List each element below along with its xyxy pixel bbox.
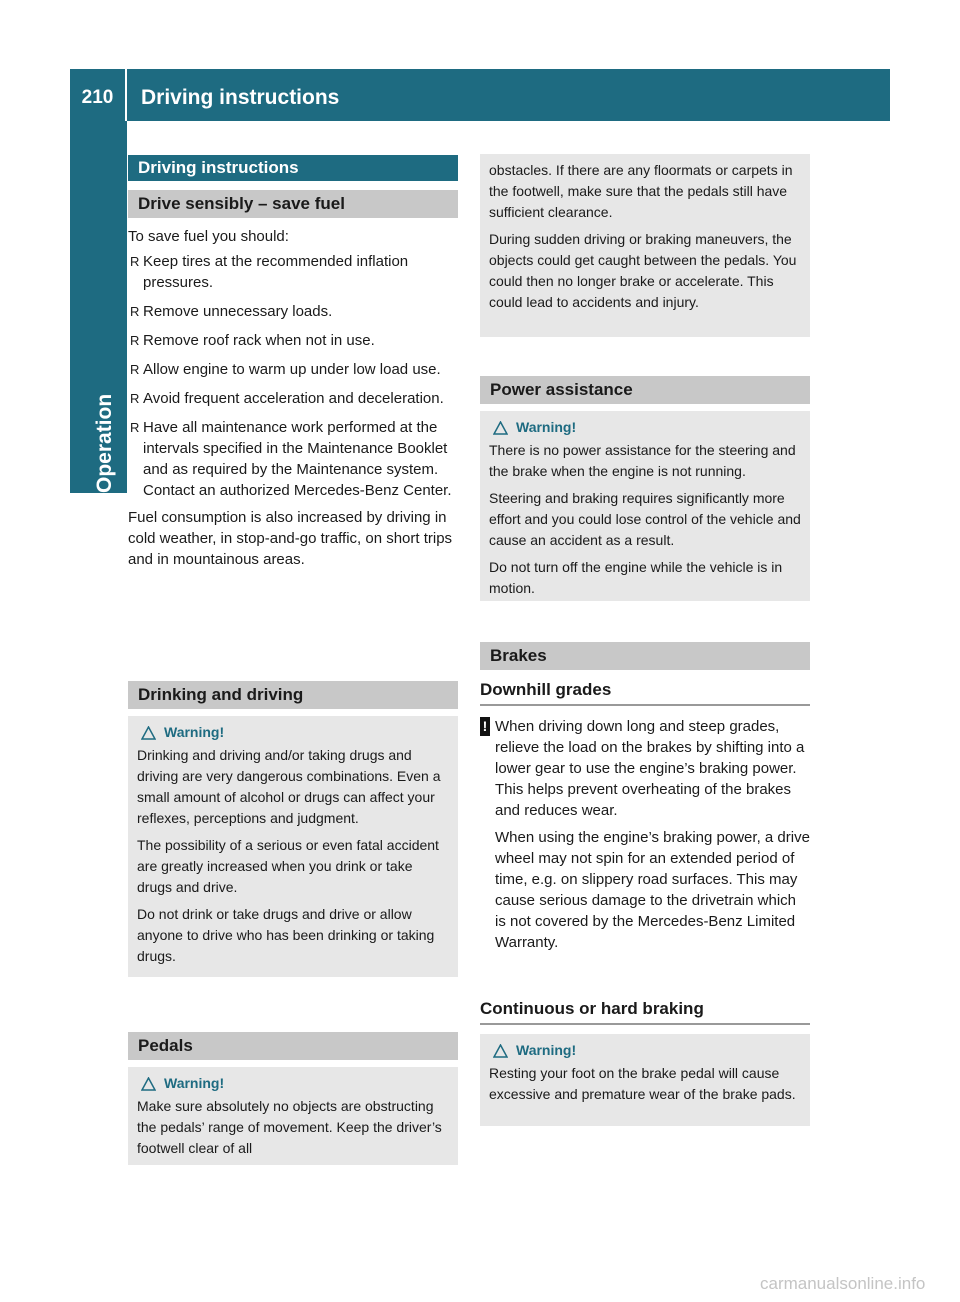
warning-box-braking: [480, 1034, 810, 1126]
warning-paragraph: There is no power assistance for the steering and the brake when the engine is not running.: [489, 442, 796, 479]
warning-label: Warning!: [164, 724, 225, 740]
exclamation-icon: !: [480, 717, 490, 736]
warning-paragraph: Do not turn off the engine while the vehicle is in motion.: [489, 559, 783, 596]
list-item: R Have all maintenance work performed at the intervals specified in the Maintenance Booklet and as required by the Maintenance system. Contact an authorized Mercedes-Benz Center.: [128, 417, 458, 501]
warning-box-power: [480, 411, 810, 601]
warning-header: [141, 1073, 450, 1094]
warning-paragraph: obstacles. If there are any floormats or carpets in the footwell, make sure that the pedals still have sufficient clearance.: [489, 162, 793, 220]
side-tab-label: Operation: [92, 393, 116, 493]
list-item: R Keep tires at the recommended inflation pressures.: [128, 251, 458, 293]
subheading-continuous-braking: Continuous or hard braking: [480, 998, 810, 1025]
warning-paragraph: Drinking and driving and/or taking drugs and driving are very dangerous combinations. Even a small amount of alcohol or drugs can affect your reflexes, perceptions and judgment.: [137, 747, 441, 826]
subheading-downhill-grades: Downhill grades: [480, 679, 810, 706]
warning-box-pedals-continued: [480, 154, 810, 337]
heading-drive-sensibly: Drive sensibly – save fuel: [128, 190, 458, 218]
warning-paragraph: Do not drink or take drugs and drive or allow anyone to drive who has been drinking or taking drugs.: [137, 906, 435, 964]
warning-label: Warning!: [516, 419, 577, 435]
side-tab: [70, 121, 127, 493]
warning-triangle-icon: [141, 726, 156, 740]
page-number: 210: [70, 69, 127, 121]
warning-box-pedals: [128, 1067, 458, 1165]
warning-triangle-icon: [493, 421, 508, 435]
warning-paragraph: The possibility of a serious or even fatal accident are greatly increased when you drink or take drugs and drive.: [137, 837, 439, 895]
warning-paragraph: Make sure absolutely no objects are obstructing the pedals’ range of movement. Keep the driver’s footwell clear of all: [137, 1098, 442, 1156]
note-paragraph: When using the engine’s braking power, a drive wheel may not spin for an extended period of time, e.g. on slippery road surfaces. This may cause serious damage to the drivetrain which is not covered by the Mercedes-Benz Limited Warranty.: [495, 829, 810, 951]
list-item: R Allow engine to warm up under low load use.: [128, 359, 458, 380]
note-paragraph: When driving down long and steep grades, relieve the load on the brakes by shifting into a lower gear to use the engine’s braking power. This helps prevent overheating of the brakes and reduces wear.: [495, 718, 805, 819]
header-title: Driving instructions: [141, 86, 340, 109]
warning-header: [493, 417, 802, 438]
list-item: R Remove unnecessary loads.: [128, 301, 458, 322]
warning-box-drinking: [128, 716, 458, 977]
warning-header: [141, 722, 450, 743]
warning-paragraph: During sudden driving or braking maneuvers, the objects could get caught between the pedals. You could then no longer brake or accelerate. This could lead to accidents and injury.: [489, 231, 797, 310]
heading-brakes: Brakes: [480, 642, 810, 670]
warning-label: Warning!: [516, 1042, 577, 1058]
warning-paragraph: Steering and braking requires significantly more effort and you could lose control of the vehicle and cause an accident as a result.: [489, 490, 801, 548]
warning-paragraph: Resting your foot on the brake pedal will cause excessive and premature wear of the brake pads.: [489, 1065, 796, 1102]
warning-triangle-icon: [493, 1044, 508, 1058]
fuel-outro: Fuel consumption is also increased by driving in cold weather, in stop-and-go traffic, on short trips and in mountainous areas.: [128, 509, 453, 568]
heading-pedals: Pedals: [128, 1032, 458, 1060]
warning-triangle-icon: [141, 1077, 156, 1091]
warning-label: Warning!: [164, 1075, 225, 1091]
fuel-tips: [128, 226, 458, 570]
page-header: [70, 69, 890, 121]
list-item: R Remove roof rack when not in use.: [128, 330, 458, 351]
fuel-bullet-list: [128, 251, 458, 501]
watermark: carmanualsonline.info: [760, 1274, 926, 1293]
heading-drinking-driving: Drinking and driving: [128, 681, 458, 709]
warning-header: [493, 1040, 802, 1061]
note-downhill: [480, 716, 810, 959]
list-item: R Avoid frequent acceleration and deceleration.: [128, 388, 458, 409]
heading-power-assistance: Power assistance: [480, 376, 810, 404]
section-title-driving-instructions: Driving instructions: [128, 155, 458, 181]
fuel-intro: To save fuel you should:: [128, 228, 289, 245]
